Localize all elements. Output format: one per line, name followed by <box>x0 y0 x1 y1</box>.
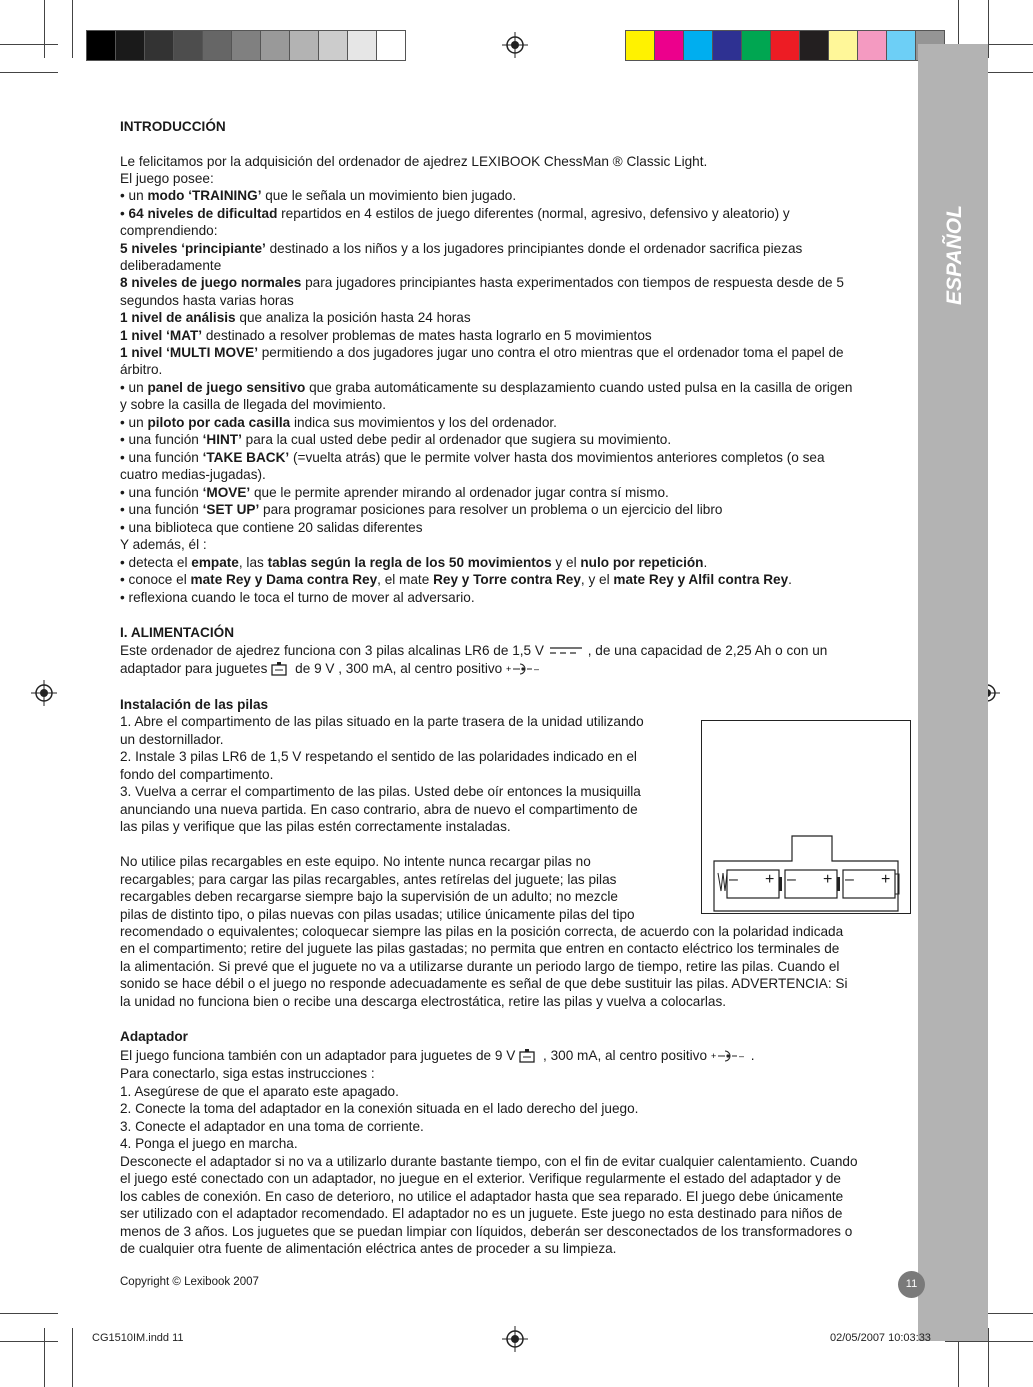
warning-text: sonido se hace débil o el juego no responde adecuadamente es señal de que debe sustituir las pilas. ADVERTENCIA: Si <box>120 976 848 991</box>
feature-item: • un modo ‘TRAINING’ que le señala un movimiento bien jugado. <box>120 188 517 203</box>
color-swatch <box>260 30 290 61</box>
step: 2. Conecte la toma del adaptador en la conexión situada en el lado derecho del juego. <box>120 1101 639 1116</box>
color-swatch <box>202 30 232 61</box>
feature-item: • una función ‘MOVE’ que le permite aprender mirando al ordenador jugar contra sí mismo. <box>120 485 669 500</box>
step-cont: las pilas y verifique que las pilas estén correctamente instaladas. <box>120 819 511 834</box>
svg-text:+: + <box>711 1051 717 1062</box>
feature-item-cont: comprendiendo: <box>120 223 218 238</box>
paragraph: Desconecte el adaptador si no va a utilizarlo durante bastante tiempo, con el fin de evitar cualquier calentamiento. Cuando <box>120 1154 858 1169</box>
section-heading-intro: INTRODUCCIÓN <box>120 119 226 134</box>
feature-item: • 64 niveles de dificultad repartidos en 4 estilos de juego diferentes (normal, agresivo, defensivo y aleatorio) y <box>120 206 790 221</box>
step: 4. Ponga el juego en marcha. <box>120 1136 298 1151</box>
level-item: 1 nivel ‘MAT’ destinado a resolver problemas de mates hasta lograrlo en 5 movimientos <box>120 328 652 343</box>
paragraph: los cables de conexión. En caso de deterioro, no utilice el adaptador hasta que sea reparado. El juego debe únicamente <box>120 1189 844 1204</box>
color-swatch <box>347 30 377 61</box>
color-swatch <box>770 30 800 61</box>
step: 2. Instale 3 pilas LR6 de 1,5 V respetando el sentido de las polaridades indicado en el <box>120 749 637 764</box>
step: 1. Asegúrese de que el aparato este apagado. <box>120 1084 399 1099</box>
color-swatch <box>376 30 406 61</box>
crop-mark <box>988 1328 989 1387</box>
battery-compartment-diagram <box>701 720 911 914</box>
feature-item: • una biblioteca que contiene 20 salidas diferentes <box>120 520 423 535</box>
crop-mark <box>988 0 989 58</box>
step-cont: un destornillador. <box>120 732 224 747</box>
color-swatch <box>654 30 684 61</box>
color-swatch <box>741 30 771 61</box>
copyright: Copyright © Lexibook 2007 <box>120 1276 259 1288</box>
feature-item: • un piloto por cada casilla indica sus movimientos y los del ordenador. <box>120 415 557 430</box>
warning-text: pilas de distinto tipo, o pilas nuevas con pilas usadas; utilice únicamente pilas del tipo <box>120 907 635 922</box>
section-heading-power: I. ALIMENTACIÓN <box>120 625 235 640</box>
plus-sign: + <box>765 871 775 888</box>
feature-item: • un panel de juego sensitivo que graba automáticamente su desplazamiento cuando usted pulsa en la casilla de origen <box>120 380 853 395</box>
paragraph: El juego posee: <box>120 171 214 186</box>
svg-text:–: – <box>739 1051 745 1062</box>
paragraph: menos de 3 años. Los juguetes que se puedan limpiar con líquidos, deberán ser desconectados de los transformadores o <box>120 1224 853 1239</box>
adapter-symbol-icon <box>269 661 289 677</box>
registration-mark-icon <box>502 32 528 58</box>
crop-mark <box>44 1328 45 1387</box>
crop-mark <box>0 1313 58 1314</box>
color-swatch <box>86 30 116 61</box>
svg-text:+: + <box>506 664 512 675</box>
color-swatch <box>886 30 916 61</box>
language-label: ESPAÑOL <box>943 205 966 305</box>
step: 3. Conecte el adaptador en una toma de corriente. <box>120 1119 424 1134</box>
step: 3. Vuelva a cerrar el compartimento de las pilas. Usted debe oír entonces la musiquilla <box>120 784 641 799</box>
registration-mark-icon <box>502 1326 528 1352</box>
minus-sign: – <box>787 871 796 888</box>
crop-mark <box>0 1341 58 1342</box>
adapter-symbol-icon <box>517 1048 537 1064</box>
svg-text:–: – <box>534 664 540 675</box>
minus-sign: – <box>729 871 738 888</box>
color-swatch <box>173 30 203 61</box>
feature-item-cont: y sobre la casilla de llegada del movimiento. <box>120 397 386 412</box>
crop-mark <box>72 0 73 58</box>
color-swatch <box>289 30 319 61</box>
minus-sign: – <box>845 871 854 888</box>
color-swatch <box>857 30 887 61</box>
paragraph: El juego funciona también con un adaptador para juguetes de 9 V , 300 mA, al centro positivo + – . <box>120 1048 755 1063</box>
paragraph: adaptador para juguetes de 9 V , 300 mA, al centro positivo + – <box>120 660 542 677</box>
crop-mark <box>44 0 45 58</box>
plus-sign: + <box>823 871 833 888</box>
crop-mark <box>0 44 58 45</box>
paragraph: Le felicitamos por la adquisición del ordenador de ajedrez LEXIBOOK ChessMan ® Classic Light. <box>120 154 708 169</box>
feature-item: • detecta el empate, las tablas según la regla de los 50 movimientos y el nulo por repetición. <box>120 555 708 570</box>
feature-item: • conoce el mate Rey y Dama contra Rey, el mate Rey y Torre contra Rey, y el mate Rey y Alfil contra Rey. <box>120 572 792 587</box>
warning-text: No utilice pilas recargables en este equipo. No intente nunca recargar pilas no <box>120 854 591 869</box>
dc-symbol-icon <box>548 645 584 657</box>
level-item-cont: segundos hasta varias horas <box>120 293 294 308</box>
color-swatch <box>799 30 829 61</box>
warning-text: la alimentación. Si prevé que el juguete no va a utilizarse durante un periodo largo de tiempo, retire las pilas. Cuando el <box>120 959 840 974</box>
level-item-cont: árbitro. <box>120 362 163 377</box>
paragraph: Y además, él : <box>120 537 207 552</box>
color-swatch <box>683 30 713 61</box>
slug-timestamp: 02/05/2007 10:03:33 <box>830 1332 931 1344</box>
color-swatch <box>115 30 145 61</box>
paragraph: Este ordenador de ajedrez funciona con 3 pilas alcalinas LR6 de 1,5 V , de una capacidad de 2,25 Ah o con un <box>120 643 828 658</box>
feature-item-cont: cuatro medias-jugadas). <box>120 467 266 482</box>
page-number: 11 <box>898 1271 925 1298</box>
section-heading-adapter: Adaptador <box>120 1029 188 1044</box>
registration-mark-icon <box>31 680 57 706</box>
center-positive-polarity-icon <box>711 1049 747 1063</box>
color-swatch <box>625 30 655 61</box>
paragraph: Para conectarlo, siga estas instrucciones : <box>120 1066 375 1081</box>
color-swatch <box>712 30 742 61</box>
color-swatch <box>231 30 261 61</box>
paragraph: el juego esté conectado con un adaptador, no juegue en el exterior. Verifique regularmente el estado del adaptador y de <box>120 1171 841 1186</box>
warning-text: recargables deben recargarse siempre bajo la supervisión de un adulto; no mezcle <box>120 889 618 904</box>
feature-item: • reflexiona cuando le toca el turno de mover al adversario. <box>120 590 475 605</box>
level-item: 8 niveles de juego normales para jugadores principiantes hasta experimentados con tiempos de respuesta desde de 5 <box>120 275 844 290</box>
color-swatch <box>828 30 858 61</box>
plus-sign: + <box>881 871 891 888</box>
level-item-cont: deliberadamente <box>120 258 222 273</box>
crop-mark <box>0 72 58 73</box>
center-positive-polarity-icon <box>506 662 542 676</box>
feature-item: • una función ‘TAKE BACK’ (=vuelta atrás) que le permite volver hasta dos movimientos anteriores completos (o sea <box>120 450 825 465</box>
feature-item: • una función ‘HINT’ para la cual usted debe pedir al ordenador que sugiera su movimiento. <box>120 432 672 447</box>
level-item: 1 nivel ‘MULTI MOVE’ permitiendo a dos jugadores jugar uno contra el otro mientras que el ordenador toma el papel de <box>120 345 844 360</box>
level-item: 1 nivel de análisis que analiza la posición hasta 24 horas <box>120 310 471 325</box>
warning-text: la unidad no funciona bien o recibe una descarga electrostática, retire las pilas y vuelva a colocarlas. <box>120 994 727 1009</box>
slug-filename: CG1510IM.indd 11 <box>92 1332 184 1344</box>
feature-item: • una función ‘SET UP’ para programar posiciones para resolver un problema o un ejercicio del libro <box>120 502 723 517</box>
step: 1. Abre el compartimento de las pilas situado en la parte trasera de la unidad utilizando <box>120 714 644 729</box>
step-cont: fondo del compartimento. <box>120 767 274 782</box>
paragraph: ser utilizado con el adaptador recomendado. El adaptador no es un juguete. Este juego no esta destinado para niños de <box>120 1206 843 1221</box>
section-heading-batteries: Instalación de las pilas <box>120 697 269 712</box>
color-swatch <box>144 30 174 61</box>
step-cont: anunciando una nueva partida. En caso contrario, abra de nuevo el compartimento de <box>120 802 638 817</box>
paragraph: de cualquier otra fuente de alimentación eléctrica antes de proceder a su limpieza. <box>120 1241 617 1256</box>
color-swatch <box>318 30 348 61</box>
warning-text: en el compartimento; retire del juguete las pilas gastadas; no permita que entren en contacto eléctrico los terminales de <box>120 941 840 956</box>
level-item: 5 niveles ‘principiante’ destinado a los niños y a los jugadores principiantes donde el ordenador sacrifica piezas <box>120 241 803 256</box>
warning-text: recomendado o equivalentes; coloquecar siempre las pilas en la posición correcta, de acuerdo con la polaridad indicada <box>120 924 844 939</box>
warning-text: recargables; para cargar las pilas recargables, antes retírelas del juguete; las pilas <box>120 872 617 887</box>
crop-mark <box>72 1328 73 1387</box>
